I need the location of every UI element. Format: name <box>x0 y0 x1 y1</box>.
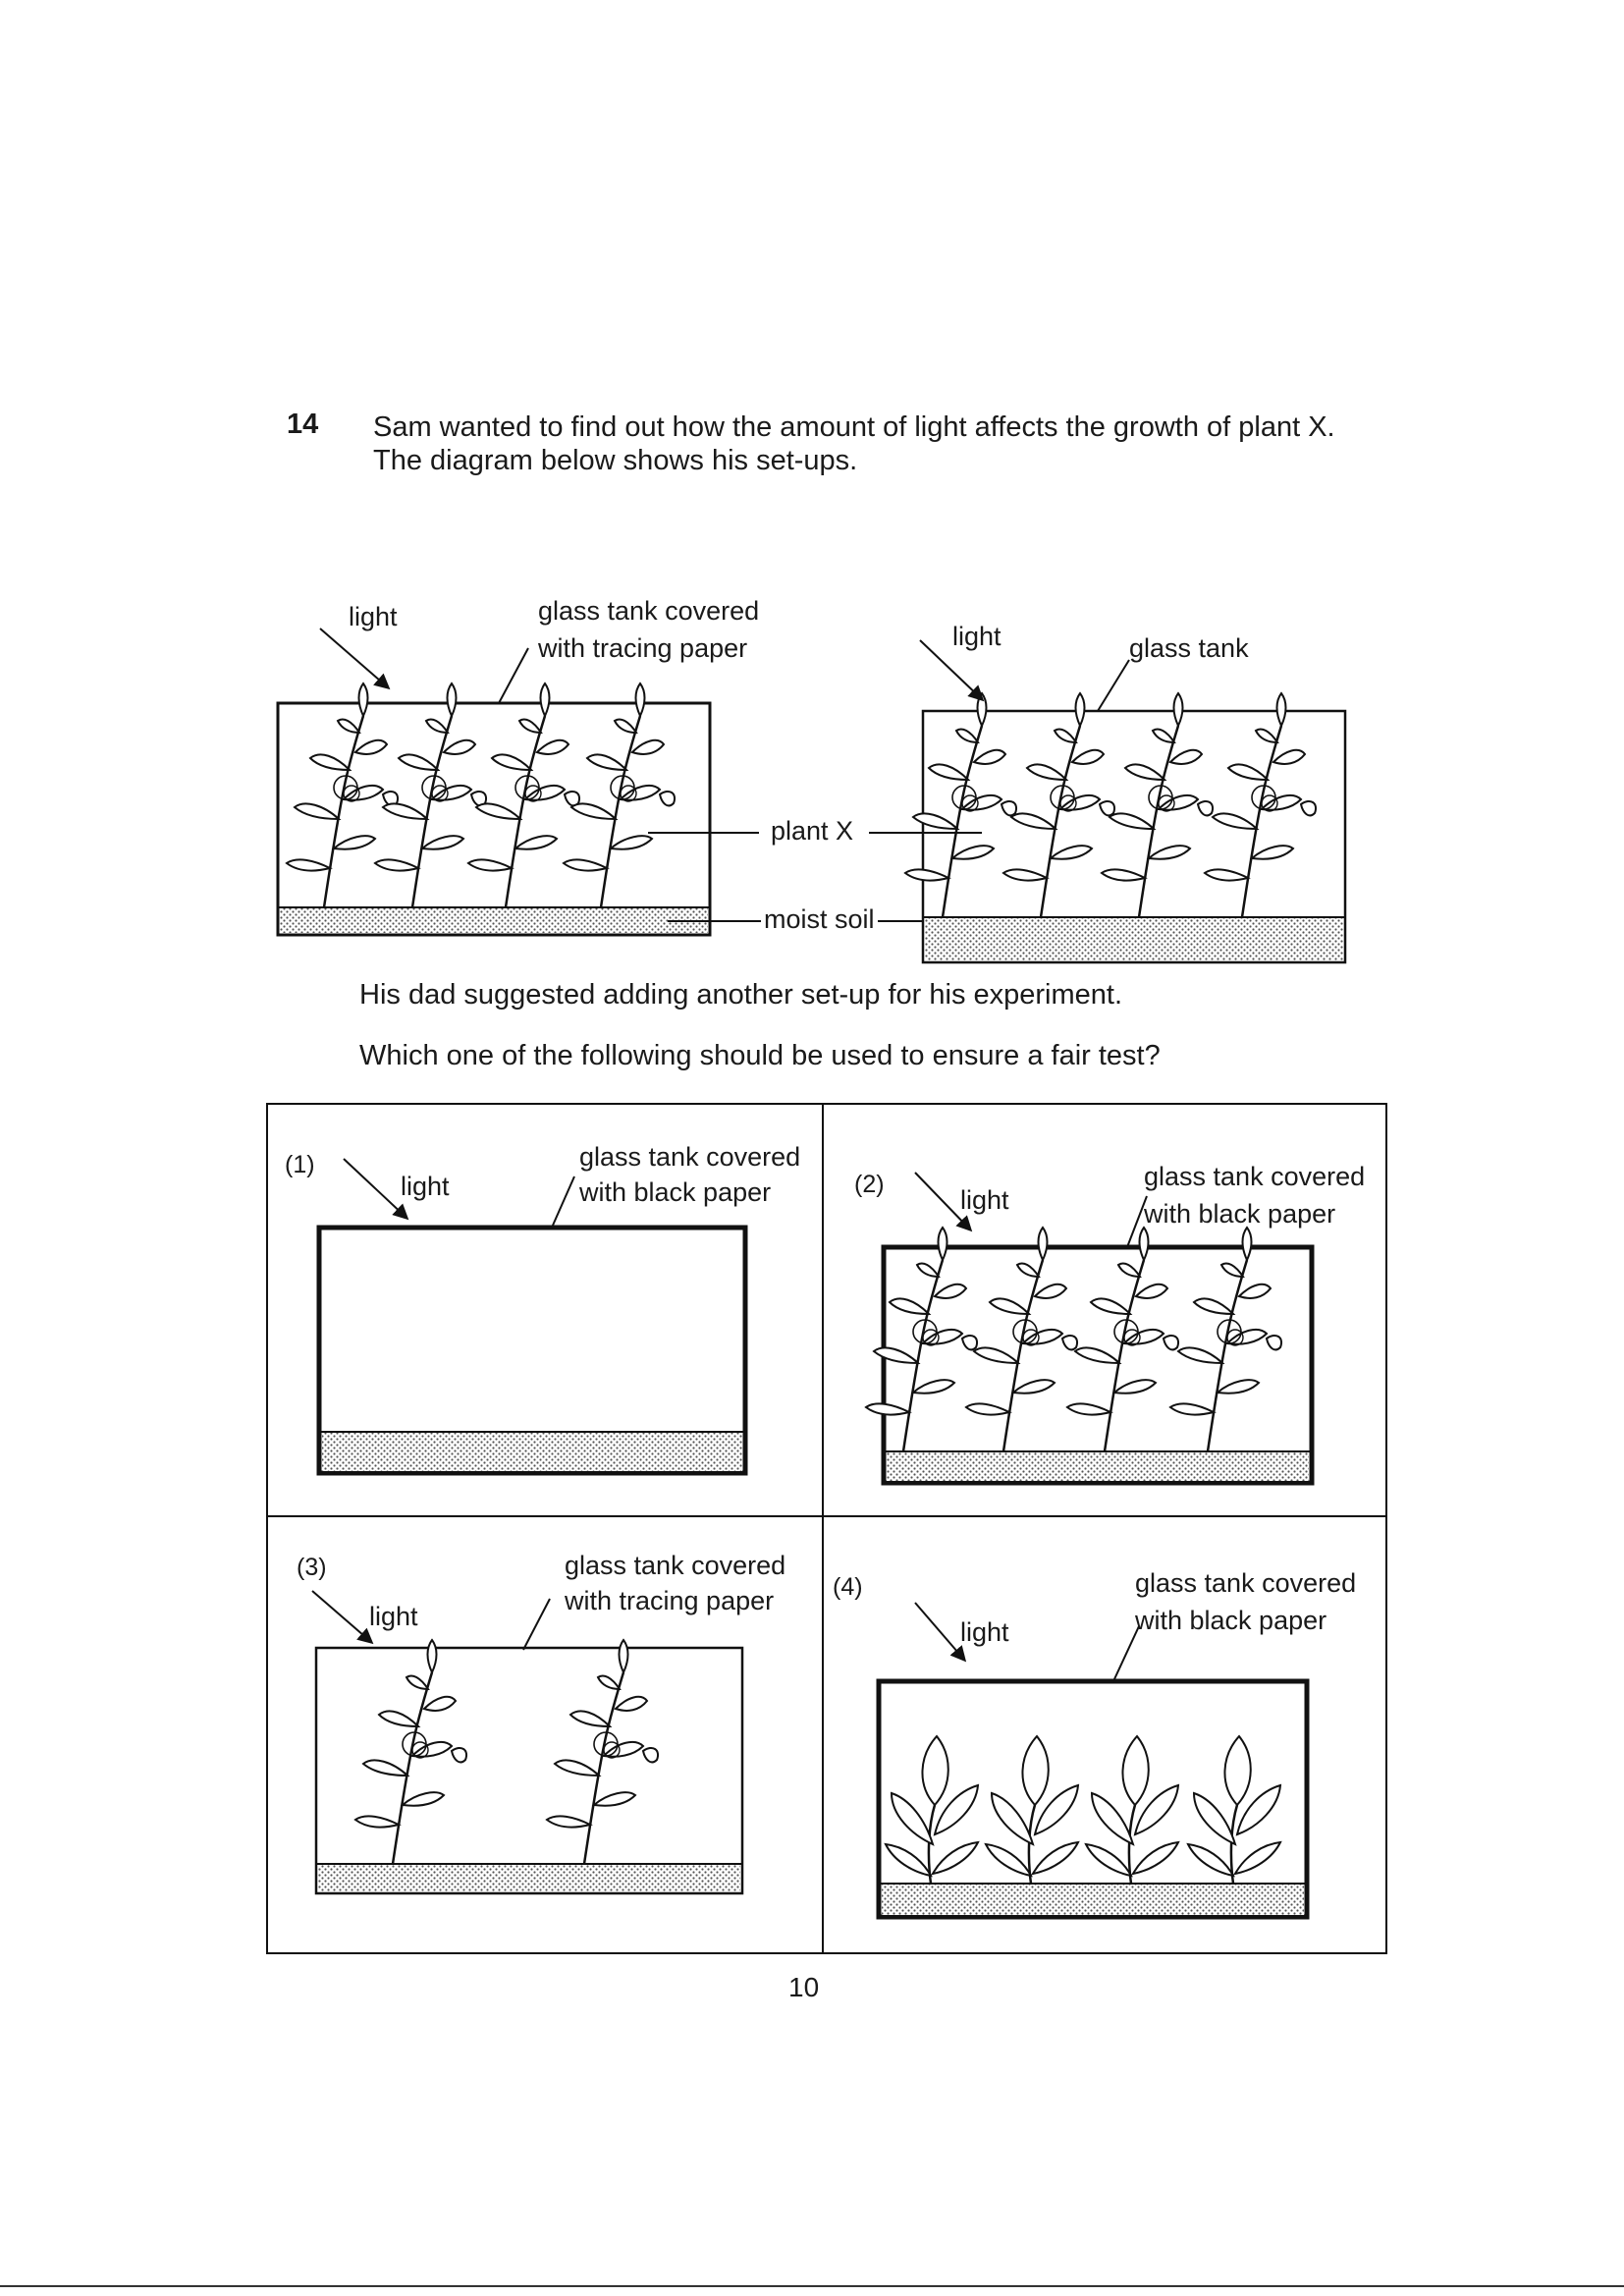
option-3-light-arrow <box>312 1591 371 1642</box>
option-4-tank-label-1: glass tank covered <box>1135 1568 1357 1598</box>
option-2-tank <box>866 1228 1312 1483</box>
option-2-tank-label-1: glass tank covered <box>1144 1162 1366 1191</box>
question-number: 14 <box>287 409 319 440</box>
option-1-tank-pointer <box>552 1176 574 1228</box>
option-4-light-arrow <box>915 1603 964 1660</box>
setup-left-tank-label-2: with tracing paper <box>538 633 748 663</box>
prompt-line-1: His dad suggested adding another set-up for his experiment. <box>359 979 1123 1011</box>
option-3-tank <box>316 1640 742 1893</box>
option-1-tank <box>319 1228 745 1473</box>
option-4-light-label: light <box>960 1617 1009 1647</box>
tank-pointer-left <box>499 648 528 703</box>
moist-soil-label: moist soil <box>764 904 875 934</box>
setup-left-tank-label-1: glass tank covered <box>538 596 760 626</box>
option-3-tank-label-1: glass tank covered <box>565 1551 786 1580</box>
setup-right-tank <box>905 693 1345 962</box>
option-2-light-label: light <box>960 1185 1009 1215</box>
light-arrow-left <box>320 629 388 687</box>
option-1-light-label: light <box>401 1172 450 1201</box>
option-1-light-arrow <box>344 1159 406 1218</box>
page-number: 10 <box>788 1972 820 2002</box>
question-line-2: The diagram below shows his set-ups. <box>373 445 858 476</box>
setup-left-tank <box>278 683 710 935</box>
prompt-line-2: Which one of the following should be used to ensure a fair test? <box>359 1040 1161 1071</box>
tank-pointer-right <box>1098 660 1129 711</box>
option-4-tank-label-2: with black paper <box>1135 1606 1327 1635</box>
option-3-light-label: light <box>369 1602 418 1631</box>
option-1-tank-label-1: glass tank covered <box>579 1142 801 1172</box>
option-4-number[interactable]: (4) <box>833 1573 863 1601</box>
option-3-tank-pointer <box>523 1599 550 1650</box>
option-1-tank-label-2: with black paper <box>579 1177 772 1207</box>
option-2-number[interactable]: (2) <box>854 1171 885 1198</box>
question-line-1: Sam wanted to find out how the amount of light affects the growth of plant X. <box>373 411 1335 443</box>
plant-x-label: plant X <box>771 816 854 846</box>
setup-left-light-label: light <box>349 602 398 631</box>
option-4-tank <box>879 1681 1307 1917</box>
option-3-tank-label-2: with tracing paper <box>565 1586 775 1615</box>
option-3-number[interactable]: (3) <box>297 1554 327 1581</box>
setup-right-light-label: light <box>952 622 1001 651</box>
option-1-number[interactable]: (1) <box>285 1151 315 1178</box>
setup-right-tank-label: glass tank <box>1129 633 1249 663</box>
option-2-tank-label-2: with black paper <box>1144 1199 1336 1229</box>
